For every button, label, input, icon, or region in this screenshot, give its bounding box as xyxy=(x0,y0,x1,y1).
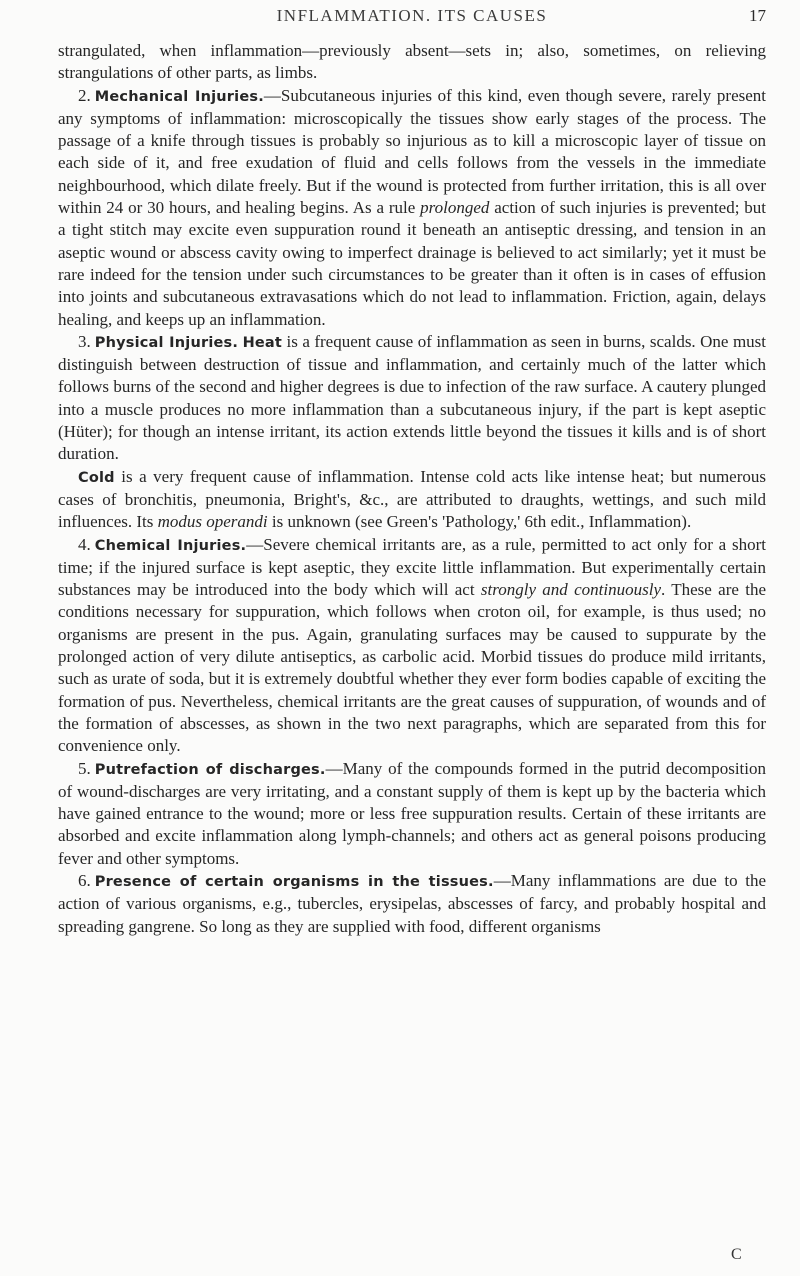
section-cold xyxy=(58,466,766,534)
section-mechanical-injuries xyxy=(58,85,766,331)
page-number: 17 xyxy=(749,6,766,25)
section-text: is a very frequent cause of inflammation. Intense cold acts like intense heat; but numerous cases of bronchitis, pneumonia, Bright's, &c., are attributed to draughts, wettings, and such mild influences. Its xyxy=(58,466,766,532)
section-emphasis: prolonged xyxy=(420,198,490,218)
section-number: 5. xyxy=(78,758,91,778)
section-heading: Mechanical Injuries. xyxy=(94,88,264,105)
body-text xyxy=(58,40,766,938)
intro-text: strangulated, when inflammation—previously absent—sets in; also, sometimes, on relieving strangulations of other parts, as limbs. xyxy=(58,41,766,83)
section-text: —Subcutaneous injuries of this kind, even though severe, rarely present any symptoms of inflammation: microscopically the tissues show early stages of the process. The passage of a knife through tissues is probably so injurious as to kill a microscopic layer of tissue on each side of it, and free exudation of fluid and cells follows from the vessels in the immediate neighbourhood, which dilate freely. But if the wound is protected from further irritation, this is all over within 24 or 30 hours, and healing begins. As a rule xyxy=(58,85,766,218)
section-subheading-cold: Cold xyxy=(78,469,115,486)
running-head: INFLAMMATION. ITS CAUSES xyxy=(276,6,548,25)
signature-mark: C xyxy=(731,1246,742,1263)
section-text: —Many of the compounds formed in the putrid decomposition of wound-discharges are very irritating, and a constant supply of them is kept up by the bacteria which have gained entrance to the wound; more or less free suppuration results. Certain of these irritants are absorbed and excite inflammation along lymph-channels; and others act as general poisons producing fever and other symptoms. xyxy=(58,758,766,868)
section-emphasis: strongly and continuously xyxy=(480,580,661,600)
section-number: 2. xyxy=(78,85,91,105)
section-putrefaction xyxy=(58,758,766,870)
section-number: 3. xyxy=(78,331,91,351)
section-number: 4. xyxy=(78,534,91,554)
section-number: 6. xyxy=(78,870,91,890)
section-text: . These are the conditions necessary for suppuration, which follows when croton oil, for example, is thus used; no organisms are present in the pus. Again, granulating surfaces may be caused to suppurate by the prolonged action of very dilute antiseptics, as carbolic acid. Morbid tissues do produce mild irritants, such as urate of soda, but it is extremely doubtful whether they ever form bodies capable of exciting the formation of pus. Nevertheless, chemical irritants are the great causes of suppuration, of wounds and of the formation of abscesses, as shown in the two next paragraphs, which are separated from this for convenience only. xyxy=(58,580,766,756)
section-physical-injuries xyxy=(58,331,766,466)
section-emphasis: modus operandi xyxy=(157,512,268,532)
section-chemical-injuries xyxy=(58,534,766,758)
section-text: action of such injuries is prevented; but a tight stitch may excite even suppuration round it beneath an antiseptic dressing, and tension in an aseptic wound or abscess cavity owing to imperfect drainage is believed to act similarly; yet it must be rare indeed for the tension under such circumstances to be greater than it often is in cases of effusion into joints and subcutaneous extravasations which do not lead to inflammation. Friction, again, delays healing, and keeps up an inflammation. xyxy=(58,198,766,329)
section-heading: Putrefaction of discharges. xyxy=(94,761,326,778)
section-heading: Presence of certain organisms in the tissues. xyxy=(94,873,494,890)
section-text: is a frequent cause of inflammation as seen in burns, scalds. One must distinguish between destruction of tissue and inflammation, and certainly much of the latter which follows burns of the second and higher degrees is due to infection of the raw surface. A cautery plunged into a muscle produces no more inflammation than a subcutaneous injury, if the part is kept aseptic (Hüter); for though an intense irritant, its action extends little beyond the tissues it kills and is of short duration. xyxy=(58,331,767,464)
section-text: is unknown (see Green's 'Pathology,' 6th edit., Inflammation). xyxy=(267,512,692,532)
page-header xyxy=(58,4,766,32)
section-text: —Many inflammations are due to the action of various organisms, e.g., tubercles, erysipelas, abscesses of farcy, and probably hospital and spreading gangrene. So long as they are supplied with food, different organisms xyxy=(58,870,766,936)
section-heading: Physical Injuries. xyxy=(94,334,239,351)
section-organisms xyxy=(58,870,766,938)
section-subheading-heat: Heat xyxy=(242,334,283,351)
section-heading: Chemical Injuries. xyxy=(94,537,247,554)
intro-paragraph xyxy=(58,40,766,85)
section-text: —Severe chemical irritants are, as a rule, permitted to act only for a short time; if the injured surface is kept aseptic, they excite little inflammation. But experimentally certain substances may be introduced into the body which will act xyxy=(58,534,767,600)
